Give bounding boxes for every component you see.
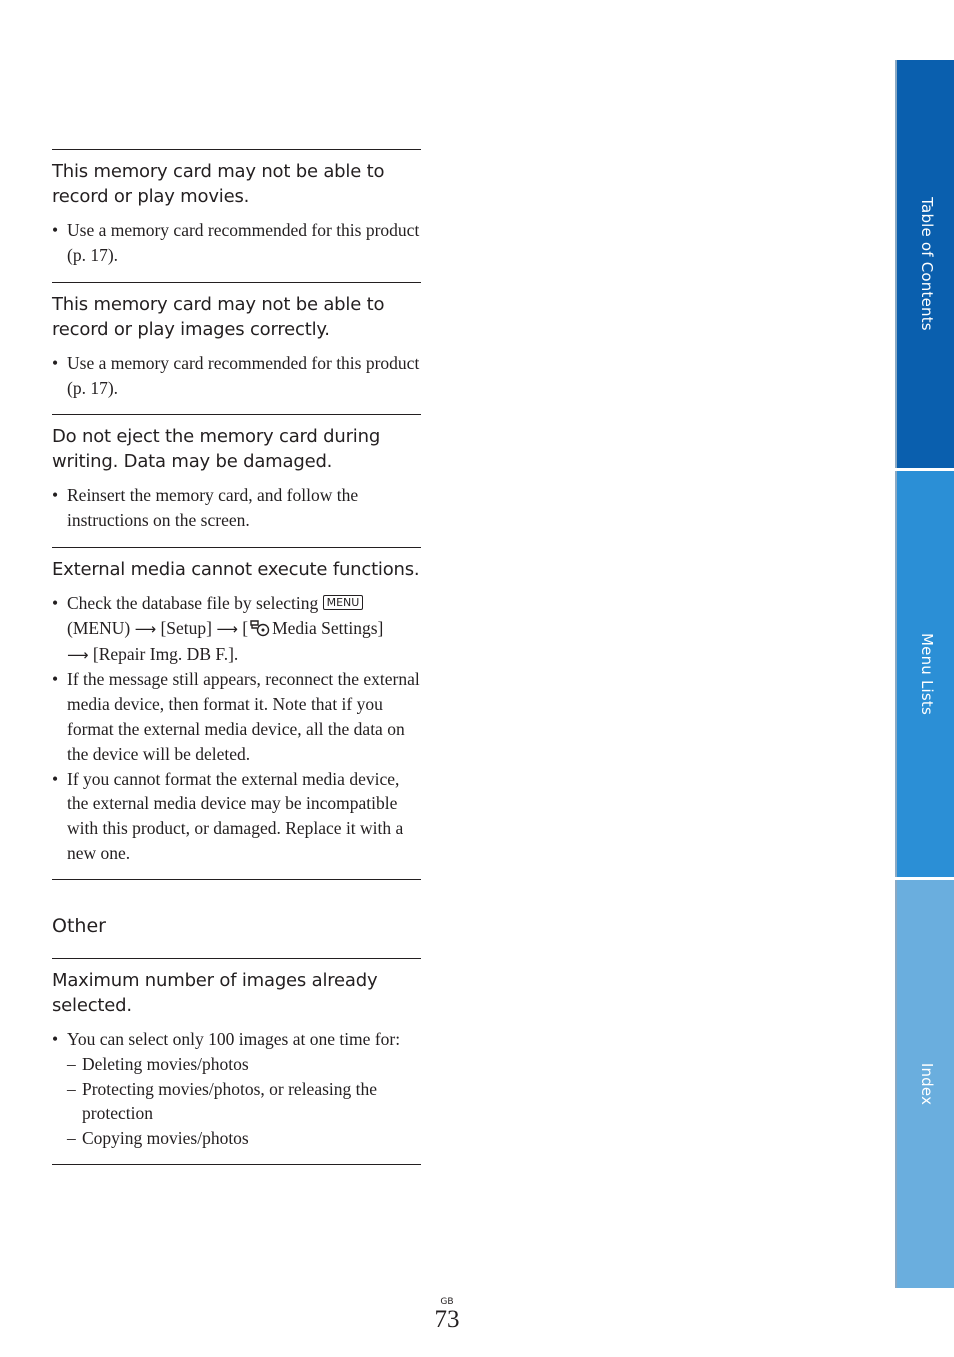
media-settings-icon bbox=[248, 619, 272, 637]
list-item bbox=[52, 591, 421, 667]
divider bbox=[52, 879, 421, 880]
menu-key-icon: MENU bbox=[323, 595, 364, 610]
tab-label: Menu Lists bbox=[917, 633, 936, 715]
error-heading: External media cannot execute functions. bbox=[52, 559, 420, 580]
divider bbox=[52, 282, 421, 283]
sub-list-item: – Protecting movies/photos, or releasing the protection bbox=[67, 1077, 421, 1127]
list-item: • Use a memory card recommended for this product (p. 17). bbox=[52, 218, 421, 268]
bullet-list bbox=[52, 218, 421, 268]
bullet-list bbox=[52, 591, 421, 866]
bullet-list bbox=[52, 351, 421, 401]
divider bbox=[52, 414, 421, 415]
bracket-text: [ bbox=[242, 617, 249, 638]
divider bbox=[52, 958, 421, 959]
bullet-list bbox=[52, 483, 421, 533]
error-heading: This memory card may not be able to record or play images correctly. bbox=[52, 294, 385, 340]
list-item: • Reinsert the memory card, and follow the instructions on the screen. bbox=[52, 483, 421, 533]
repair-text: [Repair Img. DB F.]. bbox=[92, 643, 239, 664]
section-title: Other bbox=[52, 915, 106, 937]
media-settings-text: Media Settings] bbox=[272, 617, 384, 638]
menu-text: (MENU) bbox=[67, 617, 131, 638]
arrow-icon: ⟶ bbox=[216, 619, 238, 638]
divider bbox=[52, 547, 421, 548]
arrow-icon: ⟶ bbox=[134, 619, 157, 638]
list-item: • If the message still appears, reconnect the external media device, then format it. Note that if you format the external media device, all the data on the device will be deleted. bbox=[52, 667, 421, 766]
tab-label: Table of Contents bbox=[917, 197, 936, 331]
error-heading: Do not eject the memory card during writing. Data may be damaged. bbox=[52, 426, 381, 472]
page-number bbox=[432, 1297, 462, 1333]
divider bbox=[52, 1164, 421, 1165]
sub-list-item: – Deleting movies/photos bbox=[67, 1052, 421, 1077]
page-number-value: 73 bbox=[434, 1306, 460, 1333]
tab-index[interactable] bbox=[895, 880, 954, 1288]
error-heading: This memory card may not be able to record or play movies. bbox=[52, 161, 385, 207]
list-item: • If you cannot format the external media device, the external media device may be incompatible with this product, or damaged. Replace it with a new one. bbox=[52, 767, 421, 866]
list-item: • Use a memory card recommended for this product (p. 17). bbox=[52, 351, 421, 401]
list-item bbox=[52, 1027, 421, 1151]
arrow-icon: ⟶ bbox=[67, 645, 89, 664]
divider bbox=[52, 149, 421, 150]
bullet-text: Check the database file by selecting bbox=[67, 593, 319, 613]
tab-table-of-contents[interactable] bbox=[895, 60, 954, 468]
sub-list-item: – Copying movies/photos bbox=[67, 1126, 421, 1151]
bullet-text: You can select only 100 images at one time for: bbox=[67, 1029, 401, 1049]
region-code: GB bbox=[440, 1297, 454, 1307]
error-heading: Maximum number of images already selected. bbox=[52, 970, 378, 1016]
sub-list bbox=[67, 1052, 421, 1151]
tab-menu-lists[interactable] bbox=[895, 471, 954, 877]
tab-label: Index bbox=[917, 1062, 936, 1106]
bullet-list bbox=[52, 1027, 421, 1151]
setup-text: [Setup] bbox=[160, 617, 212, 638]
